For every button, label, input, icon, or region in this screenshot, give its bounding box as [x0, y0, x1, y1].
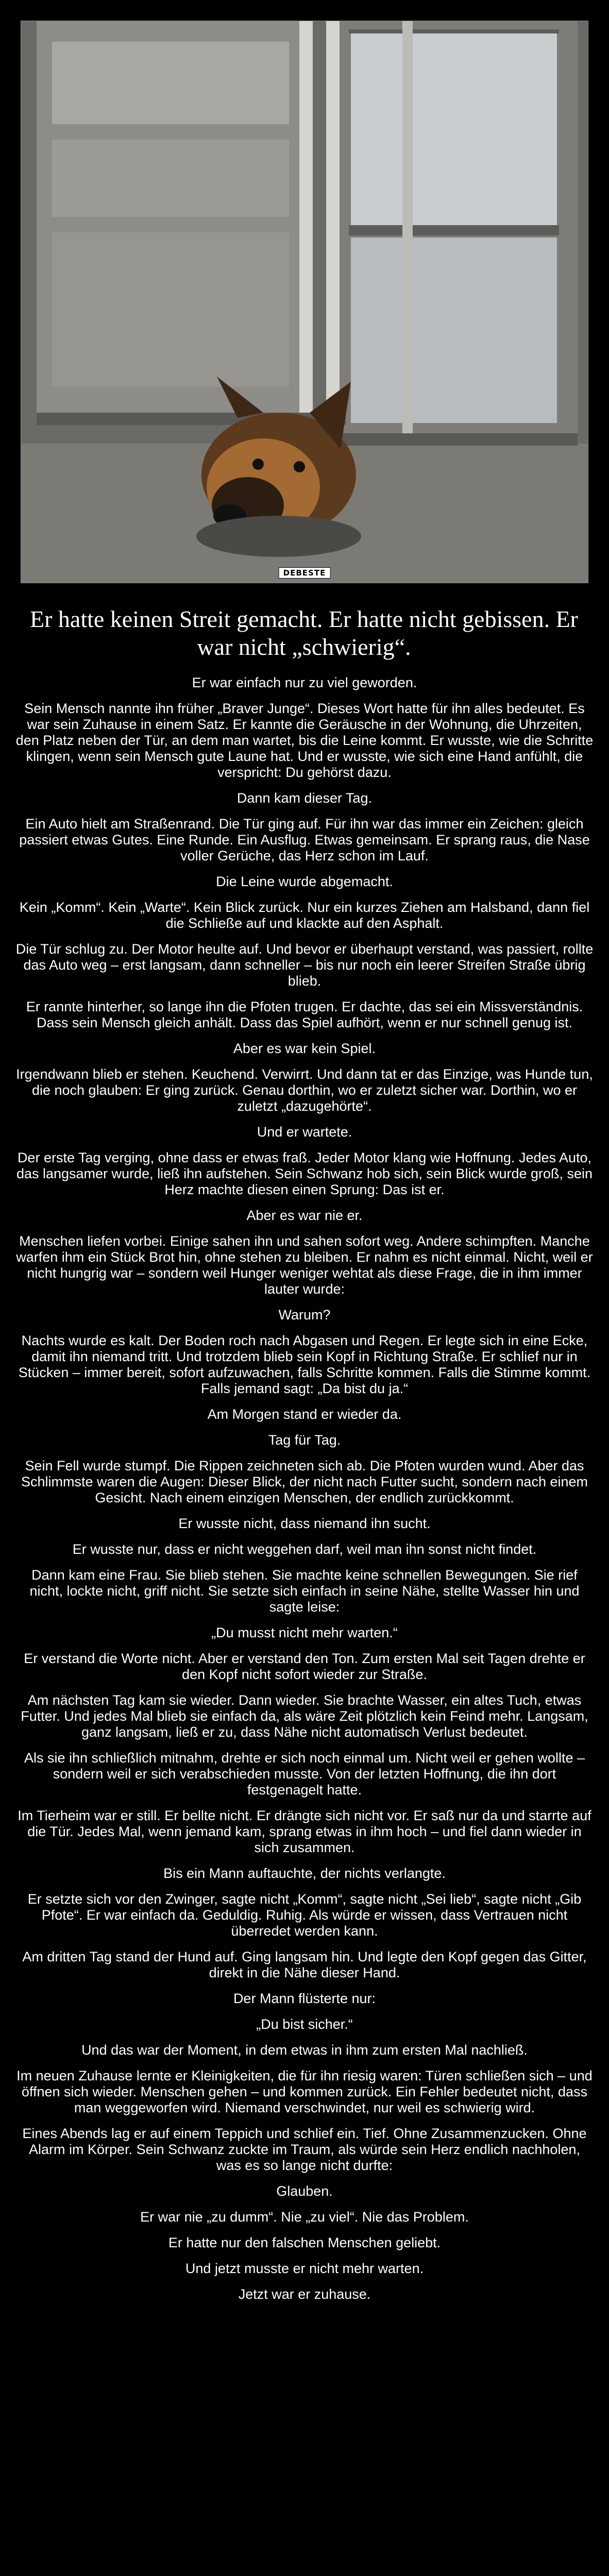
story-paragraph: Sein Fell wurde stumpf. Die Rippen zeichneten sich ab. Die Pfoten wurden wund. Aber das Schlimmste waren die Augen: Dieser Blick, der nicht nach Futter sucht, sondern nach einem Gesicht. Nach einem einzigen Menschen, der endlich zurückkommt.	[21, 1458, 588, 1505]
story-paragraph: Am Morgen stand er wieder da.	[207, 1406, 402, 1422]
story-paragraph: Ein Auto hielt am Straßenrand. Die Tür ging auf. Für ihn war das immer ein Zeichen: gleich passiert etwas Gutes. Eine Runde. Ein Ausflug. Etwas gemeinsam. Er sprang raus, die Nase voller Gerüche, das Herz schon im Lauf.	[19, 816, 590, 863]
story-paragraph: Irgendwann blieb er stehen. Keuchend. Verwirrt. Und dann tat er das Einzige, was Hunde tun, die noch glauben: Er ging zurück. Genau dorthin, wo er zuletzt sicher war. Dorthin, wo er zuletzt „dazugehörte“.	[16, 1066, 593, 1114]
story-paragraph: „Du musst nicht mehr warten.“	[211, 1625, 398, 1640]
dog-in-kennel-icon	[21, 21, 588, 583]
story-paragraph: Als sie ihn schließlich mitnahm, drehte er sich noch einmal um. Nicht weil er gehen wollte – sondern weil er sich verabschieden musste. Von der letzten Hoffnung, die ihn dort festgenagelt hatte.	[24, 1750, 585, 1798]
story-paragraph: Dann kam dieser Tag.	[236, 790, 373, 806]
story-paragraph: Er hatte nur den falschen Menschen geliebt.	[168, 2235, 441, 2250]
story-paragraph: Sein Mensch nannte ihn früher „Braver Junge“. Dieses Wort hatte für ihn alles bedeutet. Es war sein Zuhause in einem Satz. Er kannte die Geräusche in der Wohnung, die Uhrzeiten, den Platz neben der Tür, an dem man wartet, bis die Leine kommt. Er wusste, wie die Schritte klingen, wenn sein Mensch gute Laune hat. Und er wusste, wie sich eine Hand anfühlt, die verspricht: Du gehörst dazu.	[15, 701, 594, 780]
post-title: Er hatte keinen Streit gemacht. Er hatte nicht gebissen. Er war nicht „schwierig“.	[29, 606, 579, 660]
story-paragraph: „Du bist sicher.“	[256, 2016, 353, 2032]
story-paragraph: Er war einfach nur zu viel geworden.	[192, 675, 417, 690]
story-paragraph: Bis ein Mann auftauchte, der nichts verlangte.	[163, 1866, 446, 1881]
story-paragraph: Und jetzt musste er nicht mehr warten.	[185, 2261, 424, 2276]
dog-photo	[21, 21, 588, 583]
story-paragraph: Er verstand die Worte nicht. Aber er verstand den Ton. Zum ersten Mal seit Tagen drehte er den Kopf nicht sofort wieder zur Straße.	[24, 1651, 585, 1682]
watermark-logo: DEBESTE	[279, 567, 331, 579]
story-paragraph: Am nächsten Tag kam sie wieder. Dann wieder. Sie brachte Wasser, ein altes Tuch, etwas Futter. Und jedes Mal blieb sie einfach da, als wäre Zeit plötzlich kein Feind mehr. Langsam, ganz langsam, ließ er zu, dass Nähe nicht automatisch Verlust bedeutet.	[21, 1692, 588, 1740]
story-paragraph: Warum?	[278, 1307, 331, 1323]
story-paragraph: Der erste Tag verging, ohne dass er etwas fraß. Jeder Motor klang wie Hoffnung. Jedes Auto, das langsamer wurde, ließ ihn aufstehen. Sein Schwanz hob sich, sein Blick wurde groß, sein Herz machte diesen einen Sprung: Das ist er.	[16, 1150, 593, 1197]
story-paragraph: Im neuen Zuhause lernte er Kleinigkeiten, die für ihn riesig waren: Türen schließen sich – und öffnen sich wieder. Menschen gehen – und kommen zurück. Ein Fehler bedeutet nicht, dass man weggeworfen wird. Niemand verschwindet, nur weil es schwierig wird.	[16, 2068, 593, 2115]
story-paragraph: Er wusste nicht, dass niemand ihn sucht.	[178, 1516, 431, 1531]
story-paragraph: Er war nie „zu dumm“. Nie „zu viel“. Nie das Problem.	[140, 2209, 469, 2225]
story-paragraph: Und das war der Moment, in dem etwas in ihm zum ersten Mal nachließ.	[81, 2042, 528, 2058]
story-paragraph: Eines Abends lag er auf einem Teppich und schlief ein. Tief. Ohne Zusammenzucken. Ohne Alarm im Körper. Sein Schwanz zuckte im Traum, als würde sein Herz endlich nachholen, was es so lange nicht durfte:	[22, 2126, 587, 2173]
story-paragraph: Glauben.	[276, 2183, 333, 2199]
story-paragraph: Menschen liefen vorbei. Einige sahen ihn und sahen sofort weg. Andere schimpften. Manche warfen ihm ein Stück Brot hin, ohne stehen zu bleiben. Er nahm es nicht einmal. Nicht, weil er nicht hungrig war – sondern weil Hunger weniger wehtat als diese Frage, die in ihm immer lauter wurde:	[16, 1233, 593, 1297]
story-paragraph: Die Tür schlug zu. Der Motor heulte auf. Und bevor er überhaupt verstand, was passiert, rollte das Auto weg – erst langsam, dann schneller – bis nur noch ein leerer Streifen Straße übrig blieb.	[15, 941, 594, 989]
story-paragraph: Im Tierheim war er still. Er bellte nicht. Er drängte sich nicht vor. Er saß nur da und starrte auf die Tür. Jedes Mal, wenn jemand kam, sprang etwas in ihm hoch – und fiel dann wieder in sich zusammen.	[18, 1808, 591, 1855]
story-paragraph: Tag für Tag.	[268, 1432, 341, 1448]
story-paragraph: Dann kam eine Frau. Sie blieb stehen. Sie machte keine schnellen Bewegungen. Sie rief nicht, lockte nicht, griff nicht. Sie setzte sich einfach in seine Nähe, stellte Wasser hin und sagte leise:	[29, 1567, 580, 1615]
story-paragraph: Aber es war kein Spiel.	[233, 1041, 376, 1056]
story-paragraph: Kein „Komm“. Kein „Warte“. Kein Blick zurück. Nur ein kurzes Ziehen am Halsband, dann fiel die Schließe auf und klackte auf den Asphalt.	[19, 900, 590, 931]
story-paragraph: Der Mann flüsterte nur:	[233, 1991, 376, 2006]
story-paragraph: Jetzt war er zuhause.	[238, 2286, 371, 2302]
story-paragraph: Am dritten Tag stand der Hund auf. Ging langsam hin. Und legte den Kopf gegen das Gitter, direkt in die Nähe dieser Hand.	[22, 1949, 587, 1980]
story-paragraph: Und er wartete.	[257, 1124, 352, 1140]
story-paragraph: Nachts wurde es kalt. Der Boden roch nach Abgasen und Regen. Er legte sich in eine Ecke, damit ihn niemand tritt. Und trotzdem blieb sein Kopf in Richtung Straße. Er schlief nur in Stücken – immer bereit, sofort aufzuwachen, falls Schritte kommen. Falls die Stimme kommt. Falls jemand sagt: „Da bist du ja.“	[18, 1333, 591, 1396]
story-paragraph: Er wusste nur, dass er nicht weggehen darf, weil man ihn sonst nicht findet.	[72, 1541, 537, 1557]
story-text	[15, 675, 594, 2312]
story-paragraph: Aber es war nie er.	[246, 1208, 363, 1223]
story-paragraph: Er rannte hinterher, so lange ihn die Pfoten trugen. Er dachte, das sei ein Missverständnis. Dass sein Mensch gleich anhält. Dass das Spiel aufhört, wenn er nur schnell genug ist.	[26, 999, 583, 1030]
story-paragraph: Er setzte sich vor den Zwinger, sagte nicht „Komm“, sagte nicht „Sei lieb“, sagte nicht „Gib Pfote“. Er war einfach da. Geduldig. Ruhig. Als würde er wissen, dass Vertrauen nicht überredet werden kann.	[27, 1891, 582, 1939]
story-paragraph: Die Leine wurde abgemacht.	[216, 874, 393, 889]
